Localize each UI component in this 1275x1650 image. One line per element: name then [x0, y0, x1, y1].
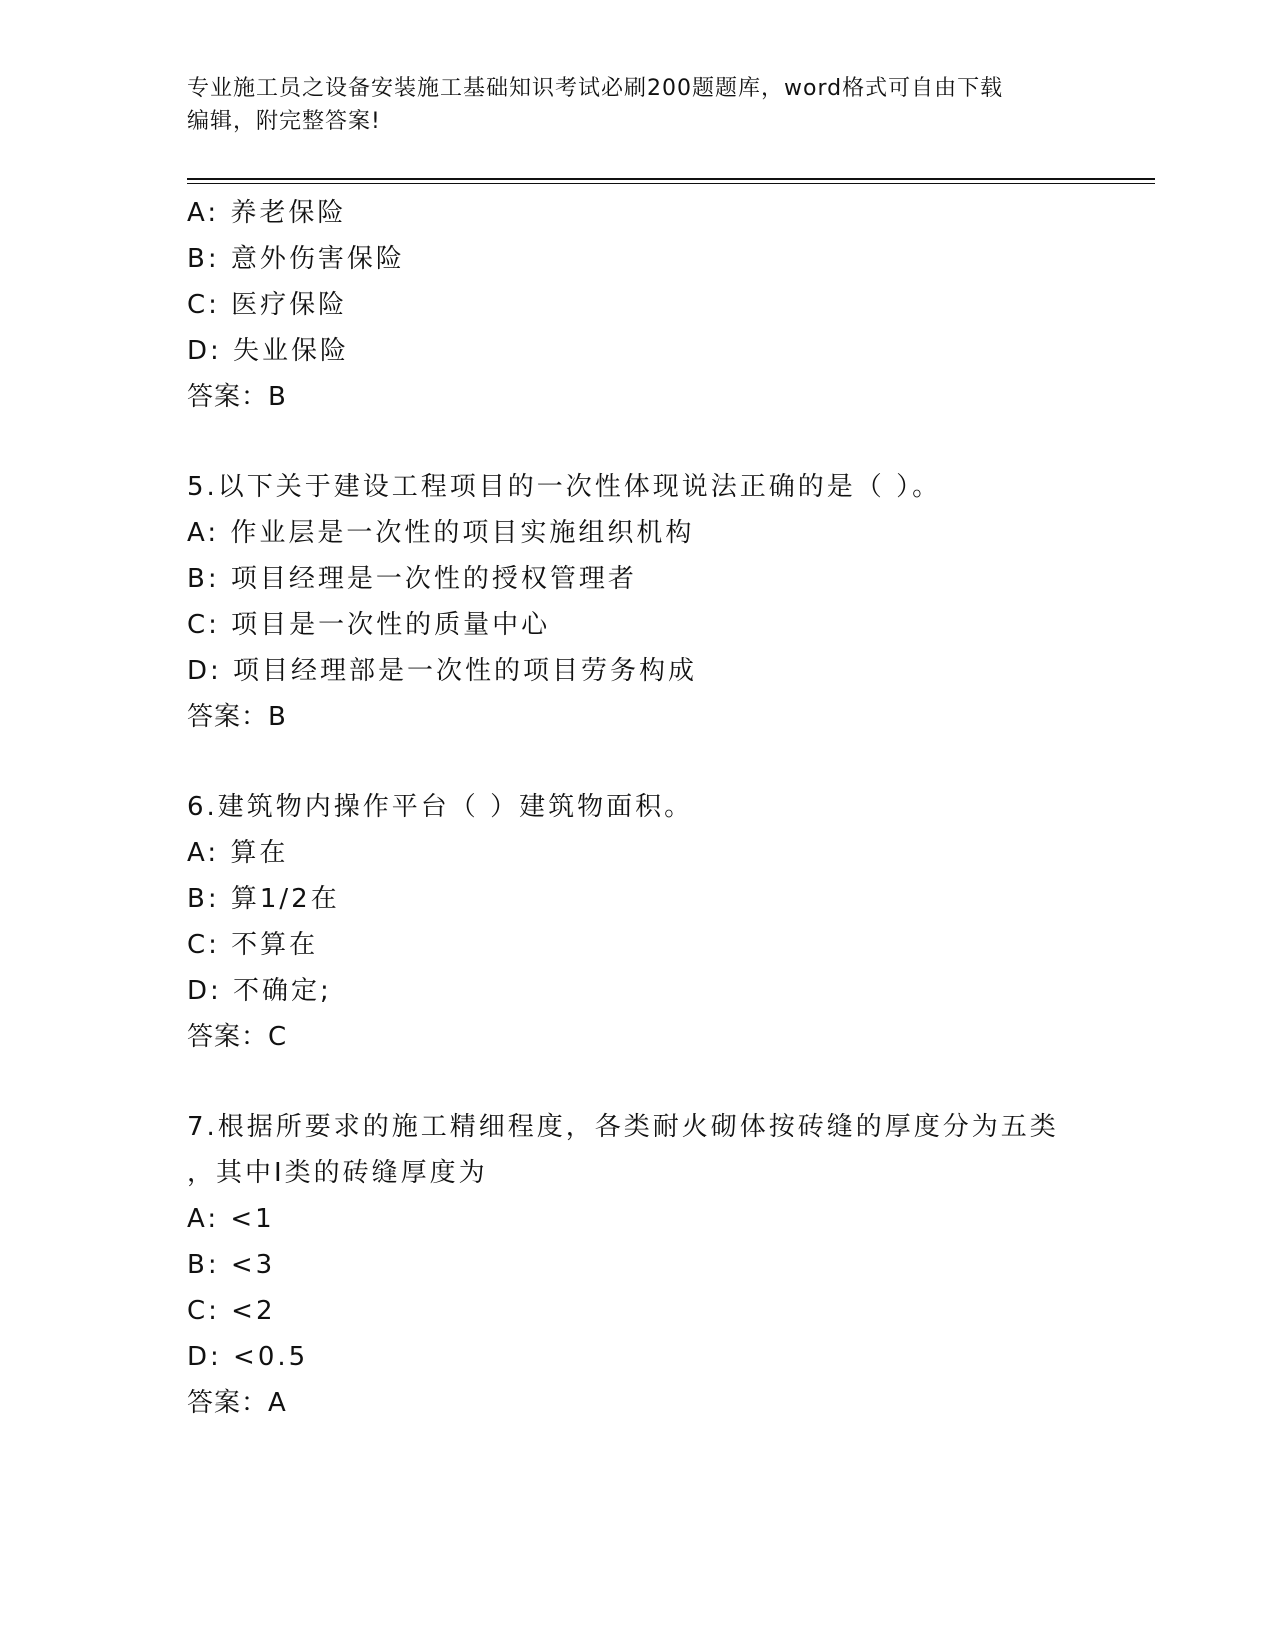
- spacer: [187, 1060, 1087, 1104]
- answer: 答案：A: [187, 1388, 287, 1418]
- option-c: C: 项目是一次性的质量中心: [187, 610, 551, 640]
- option-c: C: 不算在: [187, 930, 319, 960]
- header-rule-thin: [187, 183, 1155, 184]
- option-a: A: 作业层是一次性的项目实施组织机构: [187, 518, 695, 548]
- question-7: [187, 1104, 1087, 1426]
- answer: 答案：C: [187, 1022, 288, 1052]
- question-stem: 6.建筑物内操作平台（ ）建筑物面积。: [187, 792, 694, 822]
- question-stem-line-2: ，其中I类的砖缝厚度为: [187, 1158, 488, 1188]
- answer: 答案：B: [187, 702, 287, 732]
- option-b: B: 项目经理是一次性的授权管理者: [187, 564, 637, 594]
- spacer: [187, 420, 1087, 464]
- option-b: B: 意外伤害保险: [187, 244, 405, 274]
- answer: 答案：B: [187, 382, 287, 412]
- option-a: A: 养老保险: [187, 198, 347, 228]
- spacer: [187, 740, 1087, 784]
- option-d: D: <0.5: [187, 1342, 309, 1372]
- option-d: D: 项目经理部是一次性的项目劳务构成: [187, 656, 698, 686]
- option-b: B: 算1/2在: [187, 884, 340, 914]
- question-list: [187, 190, 1087, 1426]
- question-4: [187, 190, 1087, 420]
- header-line-2: 编辑，附完整答案!: [187, 109, 381, 134]
- option-b: B: <3: [187, 1250, 276, 1280]
- option-c: C: <2: [187, 1296, 276, 1326]
- question-stem: 5.以下关于建设工程项目的一次性体现说法正确的是（ ）。: [187, 472, 942, 502]
- document-header: [187, 72, 1067, 138]
- header-line-1: 专业施工员之设备安装施工基础知识考试必刷200题题库，word格式可自由下载: [187, 76, 1004, 101]
- option-a: A: 算在: [187, 838, 289, 868]
- option-a: A: <1: [187, 1204, 275, 1234]
- question-5: [187, 464, 1087, 740]
- question-stem-line-1: 7.根据所要求的施工精细程度，各类耐火砌体按砖缝的厚度分为五类: [187, 1112, 1059, 1142]
- option-d: D: 不确定;: [187, 976, 332, 1006]
- option-d: D: 失业保险: [187, 336, 350, 366]
- question-6: [187, 784, 1087, 1060]
- header-rule-thick: [187, 178, 1155, 180]
- option-c: C: 医疗保险: [187, 290, 348, 320]
